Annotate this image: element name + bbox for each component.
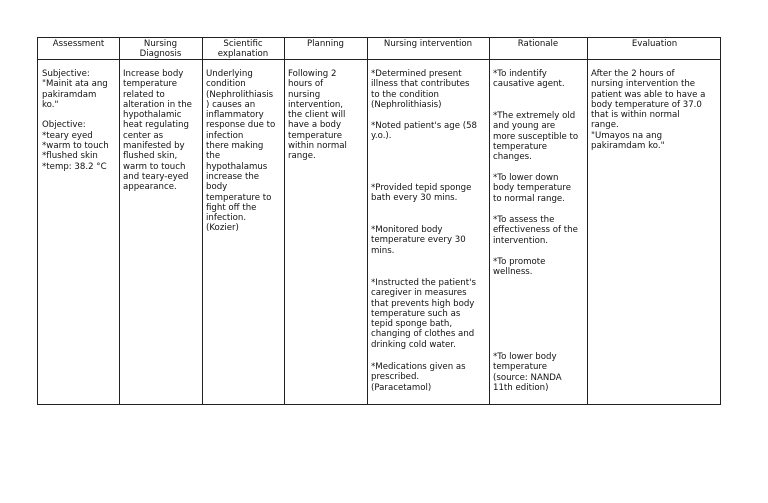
- assessment-cell: [38, 69, 119, 172]
- evaluation-cell: After the 2 hours of nursing intervention the patient was able to have a body temperature of 37.0 that is within normal range. "Umayos na ang pakiramdam ko.": [591, 69, 706, 152]
- objective-cue: *teary eyed: [42, 130, 93, 141]
- intervention-cell: [367, 69, 489, 406]
- rationale-item: *To assess the effectiveness of the intervention.: [493, 215, 578, 246]
- rationale-item: *To lower body temperature (source: NANDA 11th edition): [493, 352, 562, 393]
- nursing-care-plan-table: [37, 37, 721, 405]
- header-divider: [38, 59, 720, 60]
- objective-cue: *flushed skin: [42, 151, 98, 162]
- rationale-item: *The extremely old and young are more susceptible to temperature changes.: [493, 111, 579, 163]
- rationale-item: *To promote wellness.: [493, 257, 546, 278]
- rationale-item: *To indentify causative agent.: [493, 69, 565, 90]
- rationale-item: *To lower down body temperature to normal range.: [493, 173, 572, 204]
- header-assessment: Assessment: [52, 39, 105, 49]
- header-nursing-intervention: Nursing intervention: [383, 39, 473, 49]
- intervention-item: *Determined present illness that contributes to the condition (Nephrolithiasis): [371, 69, 470, 110]
- subjective-quote-line: "Mainit ata ang: [42, 79, 108, 90]
- planning-cell: Following 2 hours of nursing intervention, the client will have a body temperature within normal range.: [288, 69, 347, 162]
- objective-cue: *warm to touch: [42, 141, 109, 152]
- diagnosis-cell: Increase body temperature related to alteration in the hypothalamic heat regulating center as manifested by flushed skin, warm to touch and teary-eyed appearance.: [123, 69, 192, 193]
- header-scientific-explanation: Scientific explanation: [217, 39, 269, 59]
- header-evaluation: Evaluation: [631, 39, 678, 49]
- intervention-item: *Instructed the patient's caregiver in measures that prevents high body temperature such as tepid sponge bath, changing of clothes and drinking cold water.: [371, 278, 476, 350]
- intervention-item: *Medications given as prescribed. (Paracetamol): [371, 362, 466, 393]
- intervention-item: *Provided tepid sponge bath every 30 mins.: [371, 183, 472, 204]
- subjective-quote-line: ko.": [42, 99, 59, 110]
- rationale-cell: [489, 69, 587, 406]
- objective-label: Objective:: [42, 120, 86, 131]
- header-nursing-diagnosis: Nursing Diagnosis: [139, 39, 182, 59]
- subjective-label: Subjective:: [42, 69, 90, 79]
- header-rationale: Rationale: [517, 39, 559, 49]
- intervention-item: *Monitored body temperature every 30 mins.: [371, 225, 466, 256]
- intervention-item: *Noted patient's age (58 y.o.).: [371, 121, 478, 142]
- scientific-explanation-cell: Underlying condition (Nephrolithiasis ) causes an inflammatory response due to infection there making the hypothalamus increase the body temperature to fight off the infection. (Kozier): [206, 69, 276, 234]
- subjective-quote-line: pakiramdam: [42, 89, 97, 100]
- objective-cue: *temp: 38.2 °C: [42, 161, 107, 172]
- header-planning: Planning: [306, 39, 345, 49]
